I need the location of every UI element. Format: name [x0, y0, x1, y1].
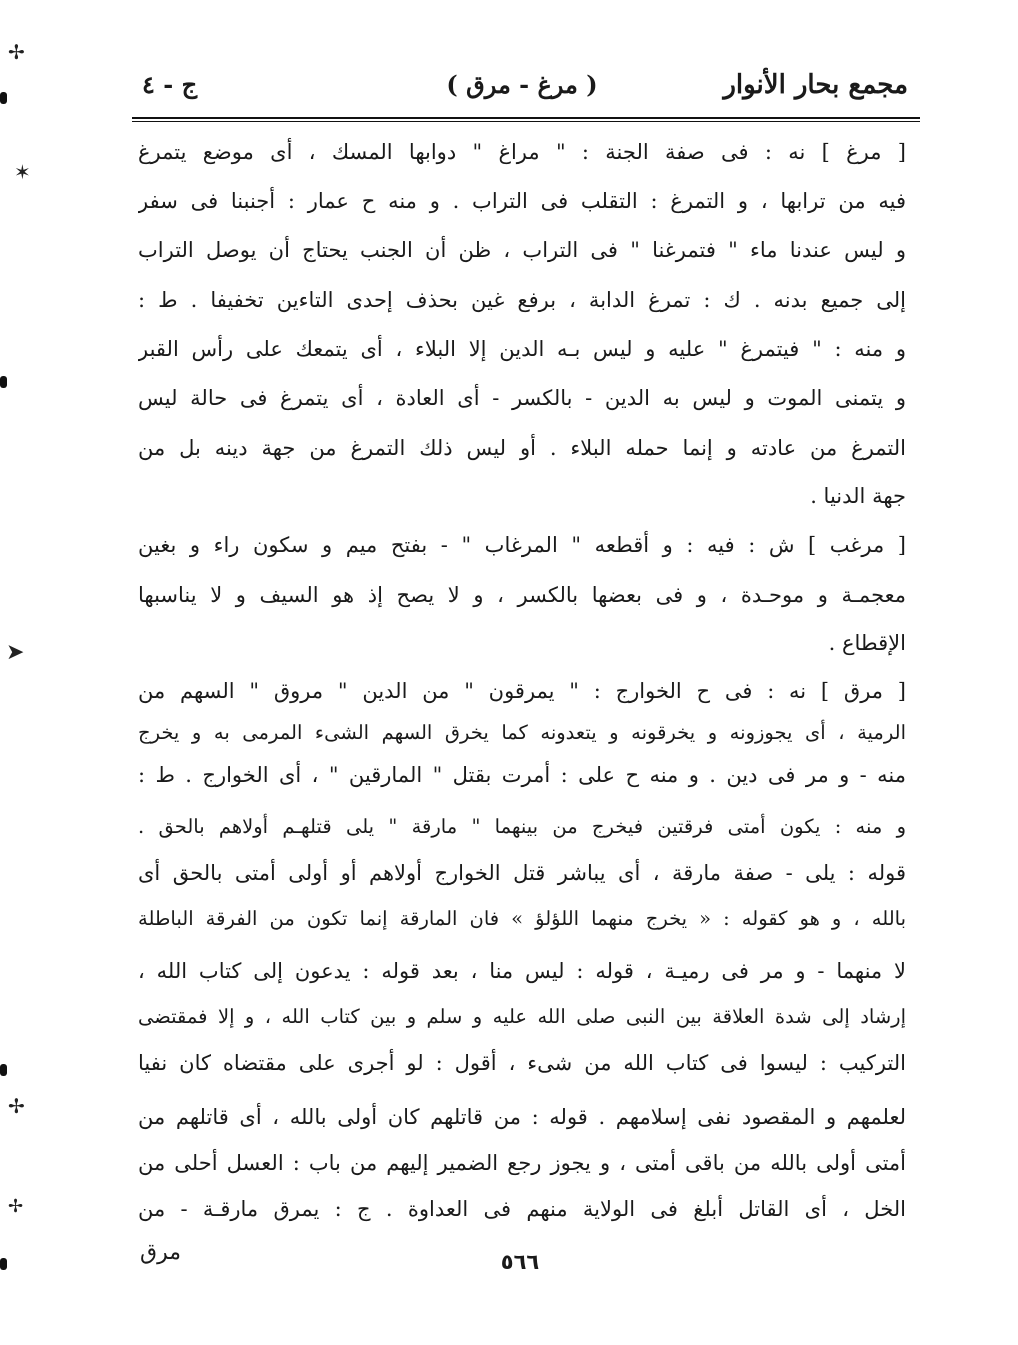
text-line: معجمـة و موحـدة ، و فى بعضها بالكسر ، و لا يصح إذ هو السيف و لا يناسبها — [138, 583, 906, 607]
text-line: الخل ، أى القاتل أبلغ فى الولاية منهم فى العداوة . ج : يمرق مارقـة - من — [138, 1197, 906, 1221]
margin-dot-icon — [0, 92, 7, 104]
text-line: و يتمنى الموت و ليس به الدين - بالكسر - أى العادة ، أى يتمرغ فى حالة ليس — [138, 386, 906, 410]
running-header — [132, 64, 908, 114]
text-line: و منه : " فيتمرغ " عليه و ليس بـه الدين إلا البلاء ، أى يتمعك على رأس القبر — [138, 337, 906, 361]
volume-number: ج - ٤ — [142, 70, 198, 99]
text-line: قوله : يلى - صفة مارقة ، أى يباشر قتل الخوارج أولاهم أو أولى أمتى بالحق أى — [138, 861, 906, 885]
text-line: لعلمهم و المقصود نفى إسلامهم . قوله : من قاتلهم كان أولى بالله ، أى قاتلهم من — [138, 1105, 906, 1129]
entry-range: ( مرغ - مرق ) — [446, 70, 598, 99]
text-line: [ مرغب ] ش : فيه : و أقطعه " المرغاب " - بفتح ميم و سكون راء و بغين — [138, 533, 906, 557]
book-title: مجمع بحار الأنوار — [723, 70, 908, 100]
text-line: و منه : يكون أمتى فرقتين فيخرج من بينهما " مارقة " يلى قتلهـم أولاهم بالحق . — [138, 815, 906, 838]
text-line: أمتى أولى بالله من باقى أمتى ، و يجوز رجع الضمير إليهم من باب : العسل أحلى من — [138, 1151, 906, 1175]
text-line: جهة الدنيا . — [810, 484, 906, 508]
text-line: و ليس عندنا ماء " فتمرغنا " فى التراب ، ظن أن الجنب يحتاج أن يوصل التراب — [138, 238, 906, 262]
margin-mark-icon: ➤ — [6, 640, 25, 665]
margin-dot-icon — [0, 1258, 7, 1270]
margin-dot-icon — [0, 1064, 7, 1076]
text-line: إلى جميع بدنه . ك : تمرغ الدابة ، برفع غين بحذف إحدى التاءين تخفيفا . ط : — [138, 288, 906, 312]
text-line: بالله ، و هو كقوله : « يخرج منهما اللؤلؤ » فان المارقة إنما تكون من الفرقة الباطلة — [138, 907, 906, 930]
text-line: منه - و مر فى دين . و منه ح على : أمرت بقتل " المارقين " ، أى الخوارج . ط : — [138, 763, 906, 787]
text-line: التركيب : ليسوا فى كتاب الله من شىء ، أقول : لو أجرى على مقتضاه كان نفيا — [138, 1051, 906, 1075]
text-line: لا منهما - و مر فى رميـة ، قوله : ليس منا ، بعد قوله : يدعون إلى كتاب الله ، — [138, 959, 906, 983]
header-rule — [132, 117, 920, 122]
text-line: فيه من ترابها ، و التمرغ : التقلب فى التراب . و منه ح عمار : أجنبنا فى سفر — [138, 189, 906, 213]
text-line: [ مرغ ] نه : فى صفة الجنة : " مراغ " دوابها المسك ، أى موضع يتمرغ — [138, 140, 906, 164]
text-line: الإقطاع . — [828, 631, 906, 655]
text-line: التمرغ من عادته و إنما حمله البلاء . أو ليس ذلك التمرغ من جهة دينه بل من — [138, 436, 906, 460]
margin-mark-icon: ✢ — [8, 40, 25, 64]
page-number: ٥٦٦ — [500, 1250, 540, 1274]
catchword: مرق — [140, 1240, 181, 1265]
text-line: [ مرق ] نه : فى ح الخوارج : " يمرقون " من الدين " مروق " السهم من — [138, 679, 906, 703]
margin-mark-icon: ✶ — [14, 160, 31, 184]
text-line: الرمية ، أى يجوزونه و يخرقونه و يتعدونه كما يخرق السهم الشىء المرمى به و يخرج — [138, 721, 906, 744]
text-line: إرشاد إلى شدة العلاقة بين النبى صلى الله عليه و سلم و بين كتاب الله ، و إلا فمقتضى — [138, 1005, 906, 1028]
margin-dot-icon — [0, 376, 7, 388]
margin-mark-icon: ✢ — [8, 1196, 24, 1217]
margin-mark-icon: ✢ — [8, 1094, 25, 1118]
